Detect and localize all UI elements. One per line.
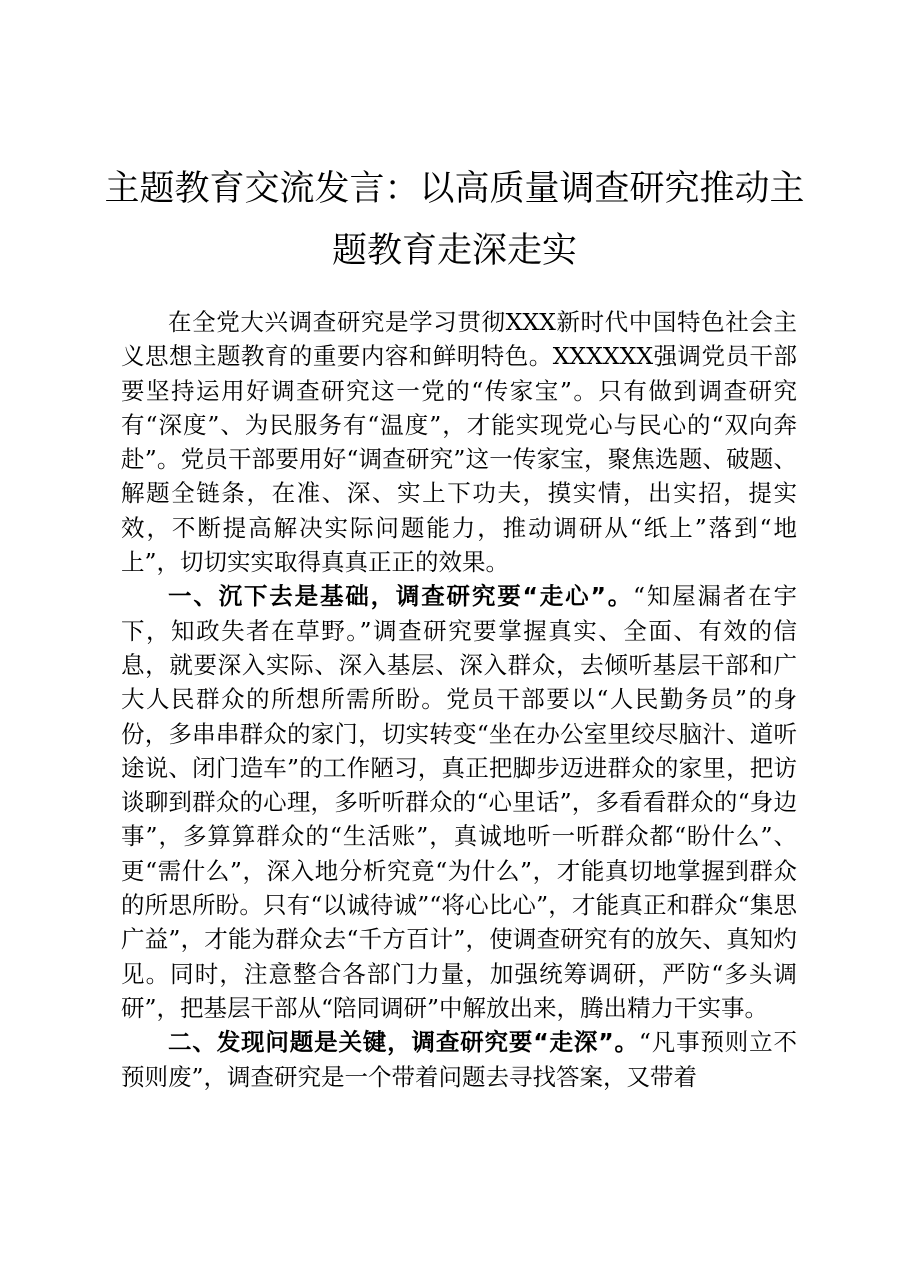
document-body — [121, 305, 797, 1094]
section-two-heading: 二、发现问题是关键，调查研究要“走深”。 — [168, 1028, 639, 1057]
section-one-paragraph — [121, 579, 797, 1025]
intro-paragraph-text: 在全党大兴调查研究是学习贯彻XXX新时代中国特色社会主义思想主题教育的重要内容和鲜明特色。XXXXXX强调党员干部要坚持运用好调查研究这一党的“传家宝”。只有做到调查研究有“深度”、为民服务有“温度”，才能实现党心与民心的“双向奔赴”。党员干部要用好“调查研究”这一传家宝，聚焦选题、破题、解题全链条，在准、深、实上下功夫，摸实情，出实招，提实效，不断提高解决实际问题能力，推动调研从“纸上”落到“地上”，切切实实取得真真正正的效果。 — [121, 308, 797, 577]
document-title: 主题教育交流发言：以高质量调查研究推动主题教育走深走实 — [104, 169, 805, 271]
intro-paragraph — [121, 305, 797, 579]
section-two-text: “凡事预则立不预则废”，调查研究是一个带着问题去寻找答案，又带着 — [121, 1028, 798, 1091]
section-one-heading: 一、沉下去是基础，调查研究要“走心”。 — [168, 582, 634, 611]
section-one-text: “知屋漏者在宇下，知政失者在草野。”调查研究要掌握真实、全面、有效的信息，就要深入实际、深入基层、深入群众，去倾听基层干部和广大人民群众的所想所需所盼。党员干部要以“人民勤务员”的身份，多串串群众的家门，切实转变“坐在办公室里绞尽脑汁、道听途说、闭门造车”的工作陋习，真正把脚步迈进群众的家里，把访谈聊到群众的心理，多听听群众的“心里话”，多看看群众的“身边事”，多算算群众的“生活账”，真诚地听一听群众都“盼什么”、更“需什么”，深入地分析究竟“为什么”，才能真切地掌握到群众的所思所盼。只有“以诚待诚”“将心比心”，才能真正和群众“集思广益”，才能为群众去“千方百计”，使调查研究有的放矢、真知灼见。同时，注意整合各部门力量，加强统筹调研，严防“多头调研”，把基层干部从“陪同调研”中解放出来，腾出精力干实事。 — [121, 582, 798, 1022]
section-two-paragraph — [121, 1025, 797, 1094]
